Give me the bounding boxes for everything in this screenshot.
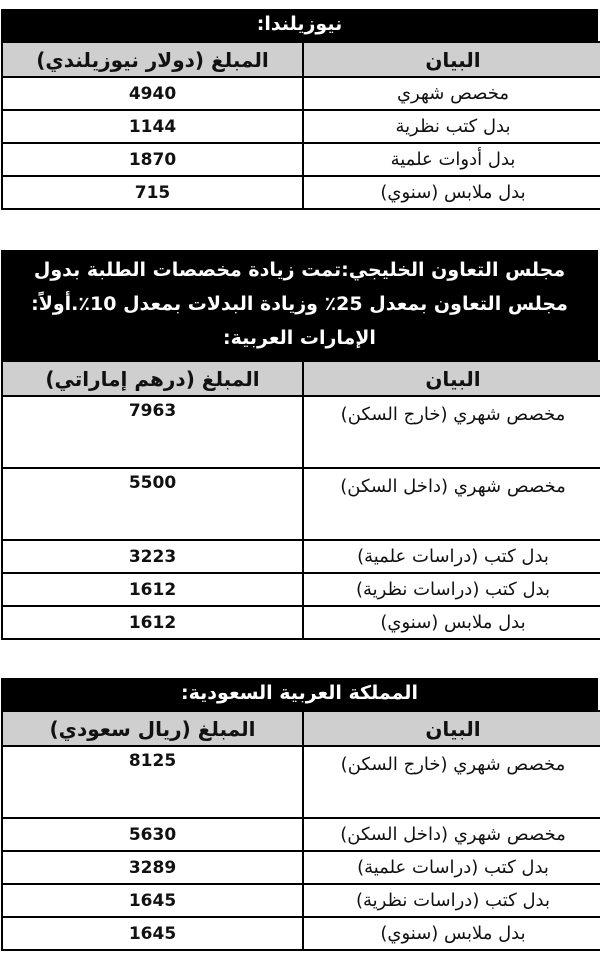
table-row <box>2 884 600 917</box>
column-header-description: البيان <box>303 361 600 396</box>
section-title: المملكة العربية السعودية: <box>1 678 598 710</box>
ksa-section <box>1 678 598 951</box>
row-amount: 1870 <box>2 143 303 176</box>
row-amount: 4940 <box>2 77 303 110</box>
allowance-table <box>1 360 600 640</box>
row-description: بدل ملابس (سنوي) <box>303 917 600 950</box>
table-header-row <box>2 42 600 77</box>
table-row <box>2 606 600 639</box>
row-amount: 3289 <box>2 851 303 884</box>
table-row <box>2 110 600 143</box>
section-title: مجلس التعاون الخليجي:تمت زيادة مخصصات الطلبة بدول مجلس التعاون بمعدل 25٪ وزيادة البدلات بمعدل 10٪.أولاً: الإمارات العربية: <box>1 250 598 360</box>
row-amount: 1645 <box>2 917 303 950</box>
table-header-row <box>2 711 600 746</box>
row-description: مخصص شهري (داخل السكن) <box>303 468 600 540</box>
row-amount: 1612 <box>2 606 303 639</box>
allowance-table <box>1 710 600 951</box>
row-description: بدل ملابس (سنوي) <box>303 176 600 209</box>
row-amount: 1144 <box>2 110 303 143</box>
column-header-description: البيان <box>303 42 600 77</box>
column-header-amount: المبلغ (درهم إماراتي) <box>2 361 303 396</box>
table-row <box>2 851 600 884</box>
row-description: مخصص شهري (داخل السكن) <box>303 818 600 851</box>
row-amount: 5630 <box>2 818 303 851</box>
table-row <box>2 573 600 606</box>
table-row <box>2 540 600 573</box>
table-row <box>2 468 600 540</box>
table-row <box>2 176 600 209</box>
table-row <box>2 818 600 851</box>
row-description: بدل كتب (دراسات علمية) <box>303 540 600 573</box>
table-row <box>2 143 600 176</box>
table-row <box>2 77 600 110</box>
row-amount: 1612 <box>2 573 303 606</box>
row-description: بدل كتب (دراسات علمية) <box>303 851 600 884</box>
row-amount: 8125 <box>2 746 303 818</box>
section-title: نيوزيلندا: <box>1 9 598 41</box>
table-header-row <box>2 361 600 396</box>
row-amount: 7963 <box>2 396 303 468</box>
table-row <box>2 917 600 950</box>
column-header-amount: المبلغ (دولار نيوزيلندي) <box>2 42 303 77</box>
row-description: بدل كتب (دراسات نظرية) <box>303 884 600 917</box>
row-description: بدل كتب نظرية <box>303 110 600 143</box>
row-description: مخصص شهري (خارج السكن) <box>303 746 600 818</box>
column-header-description: البيان <box>303 711 600 746</box>
row-description: مخصص شهري (خارج السكن) <box>303 396 600 468</box>
newzealand-section <box>1 9 598 210</box>
uae-section <box>1 250 598 640</box>
row-amount: 5500 <box>2 468 303 540</box>
row-description: بدل ملابس (سنوي) <box>303 606 600 639</box>
row-amount: 3223 <box>2 540 303 573</box>
row-amount: 1645 <box>2 884 303 917</box>
table-row <box>2 396 600 468</box>
row-description: بدل أدوات علمية <box>303 143 600 176</box>
row-description: مخصص شهري <box>303 77 600 110</box>
row-amount: 715 <box>2 176 303 209</box>
allowance-table <box>1 41 600 210</box>
row-description: بدل كتب (دراسات نظرية) <box>303 573 600 606</box>
table-row <box>2 746 600 818</box>
column-header-amount: المبلغ (ريال سعودي) <box>2 711 303 746</box>
